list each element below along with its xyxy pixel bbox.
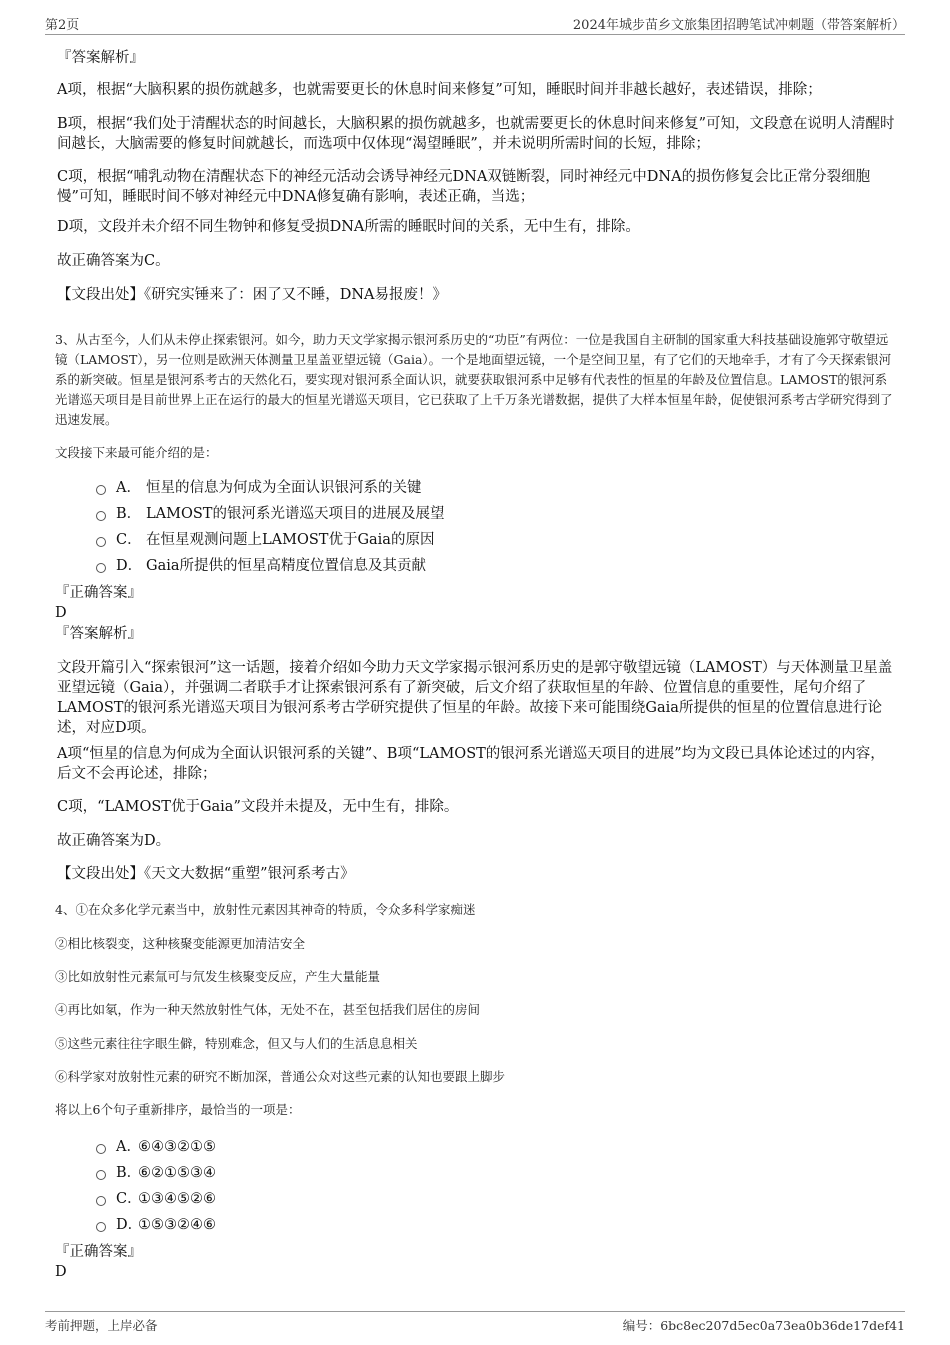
option-text: ①⑤③②④⑥	[138, 1217, 216, 1233]
option-text: ⑥④③②①⑤	[138, 1139, 216, 1155]
q3-analysis-ab: A项“恒星的信息为何成为全面认识银河系的关键”、B项“LAMOST的银河系光谱巡天项目的进展”均为文段已具体论述过的内容，后文不会再论述，排除；	[57, 746, 885, 782]
option-letter: C．	[116, 532, 142, 548]
option-letter: A．	[116, 480, 141, 496]
q3-answer-label: 『正确答案』	[55, 585, 142, 601]
radio-icon[interactable]	[96, 563, 106, 573]
option-letter: B．	[116, 506, 142, 522]
q2-analysis-label: 『答案解析』	[57, 50, 144, 66]
option-text: 恒星的信息为何成为全面认识银河系的关键	[146, 480, 422, 496]
radio-icon[interactable]	[96, 1222, 106, 1232]
option-letter: A．	[116, 1139, 141, 1155]
option-text: Gaia所提供的恒星高精度位置信息及其贡献	[146, 558, 427, 574]
q4-option-b[interactable]	[96, 1163, 216, 1183]
q2-conclusion: 故正确答案为C。	[57, 253, 170, 269]
q4-sentence-2: ②相比核裂变，这种核聚变能源更加清洁安全	[55, 936, 306, 951]
q4-answer: D	[55, 1264, 67, 1280]
option-letter: B．	[116, 1165, 142, 1181]
q2-analysis-c: C项，根据“哺乳动物在清醒状态下的神经元活动会诱导神经元DNA双链断裂，同时神经元中DNA的损伤修复会比正常分裂细胞慢”可知，睡眠时间不够对神经元中DNA修复确有影响，表述正确，当选；	[57, 169, 871, 205]
document-title: 2024年城步苗乡文旅集团招聘笔试冲刺题（带答案解析）	[572, 18, 905, 33]
q3-analysis-main: 文段开篇引入“探索银河”这一话题，接着介绍如今助力天文学家揭示银河系历史的是郭守敬望远镜（LAMOST）与天体测量卫星盖亚望远镜（Gaia），并强调二者联手才让探索银河系有了新突破，后文介绍了获取恒星的年龄、位置信息的重要性，尾句介绍了LAMOST的银河系光谱巡天项目为银河系考古学研究提供了恒星的年龄。故接下来可能围绕Gaia所提供的恒星的位置信息进行论述，对应D项。	[57, 660, 893, 736]
q2-analysis-d: D项，文段并未介绍不同生物钟和修复受损DNA所需的睡眠时间的关系，无中生有，排除。	[57, 219, 640, 235]
radio-icon[interactable]	[96, 511, 106, 521]
option-letter: C．	[116, 1191, 142, 1207]
q2-analysis-b: B项，根据“我们处于清醒状态的时间越长，大脑积累的损伤就越多，也就需要更长的休息时间来修复”可知，文段意在说明人清醒时间越长，大脑需要的修复时间就越长，而选项中仅体现“渴望睡眠”，并未说明所需时间的长短，排除；	[57, 116, 895, 152]
q4-sentence-4: ④再比如氡，作为一种天然放射性气体，无处不在，甚至包括我们居住的房间	[55, 1002, 481, 1017]
q3-analysis-c: C项，“LAMOST优于Gaia”文段并未提及，无中生有，排除。	[57, 799, 459, 815]
option-text: LAMOST的银河系光谱巡天项目的进展及展望	[146, 506, 445, 522]
q3-answer: D	[55, 605, 67, 621]
q3-option-b[interactable]	[96, 504, 444, 524]
radio-icon[interactable]	[96, 485, 106, 495]
radio-icon[interactable]	[96, 537, 106, 547]
page-header	[45, 14, 905, 35]
option-text: 在恒星观测问题上LAMOST优于Gaia的原因	[146, 532, 435, 548]
q2-analysis-a: A项，根据“大脑积累的损伤就越多，也就需要更长的休息时间来修复”可知，睡眠时间并非越长越好，表述错误，排除；	[57, 82, 822, 98]
q4-option-c[interactable]	[96, 1189, 216, 1209]
radio-icon[interactable]	[96, 1196, 106, 1206]
q3-analysis-label: 『答案解析』	[55, 626, 142, 642]
q2-source: 【文段出处】《研究实锤来了：困了又不睡，DNA易报废！》	[57, 287, 448, 303]
page-footer	[45, 1311, 905, 1340]
q3-conclusion: 故正确答案为D。	[57, 833, 171, 849]
document-id: 编号：6bc8ec207d5ec0a73ea0b36de17def41	[622, 1318, 905, 1333]
footer-slogan: 考前押题，上岸必备	[45, 1318, 158, 1333]
option-text: ⑥②①⑤③④	[138, 1165, 216, 1181]
q3-option-c[interactable]	[96, 530, 434, 550]
q3-option-a[interactable]	[96, 478, 422, 498]
q4-stem: 4、①在众多化学元素当中，放射性元素因其神奇的特质，令众多科学家痴迷	[55, 902, 476, 917]
q4-option-a[interactable]	[96, 1137, 216, 1157]
radio-icon[interactable]	[96, 1144, 106, 1154]
q3-option-d[interactable]	[96, 556, 426, 576]
radio-icon[interactable]	[96, 1170, 106, 1180]
q3-source: 【文段出处】《天文大数据“重塑”银河系考古》	[57, 866, 355, 882]
q3-stem: 3、从古至今，人们从未停止探索银河。如今，助力天文学家揭示银河系历史的“功臣”有两位：一位是我国自主研制的国家重大科技基础设施郭守敬望远镜（LAMOST），另一位则是欧洲天体测量卫星盖亚望远镜（Gaia）。一个是地面望远镜，一个是空间卫星，有了它们的天地牵手，才有了今天探索银河系的新突破。恒星是银河系考古的天然化石，要实现对银河系全面认识，就要获取银河系中足够有代表性的恒星的年龄及位置信息。LAMOST的银河系光谱巡天项目是目前世界上正在运行的最大的恒星光谱巡天项目，它已获取了上千万条光谱数据，提供了大样本恒星年龄，促使银河系考古学研究得到了迅速发展。	[55, 332, 893, 427]
option-letter: D．	[116, 1217, 143, 1233]
page-number: 第2页	[45, 18, 80, 33]
q4-option-d[interactable]	[96, 1215, 216, 1235]
q4-sentence-6: ⑥科学家对放射性元素的研究不断加深，普通公众对这些元素的认知也要跟上脚步	[55, 1069, 506, 1084]
q4-question: 将以上6个句子重新排序，最恰当的一项是：	[55, 1102, 301, 1117]
q4-sentence-3: ③比如放射性元素氚可与氘发生核聚变反应，产生大量能量	[55, 969, 381, 984]
q3-question: 文段接下来最可能介绍的是：	[55, 445, 218, 460]
option-text: ①③④⑤②⑥	[138, 1191, 216, 1207]
option-letter: D．	[116, 558, 143, 574]
q4-answer-label: 『正确答案』	[55, 1244, 142, 1260]
q4-sentence-5: ⑤这些元素往往字眼生僻，特别难念，但又与人们的生活息息相关	[55, 1036, 418, 1051]
